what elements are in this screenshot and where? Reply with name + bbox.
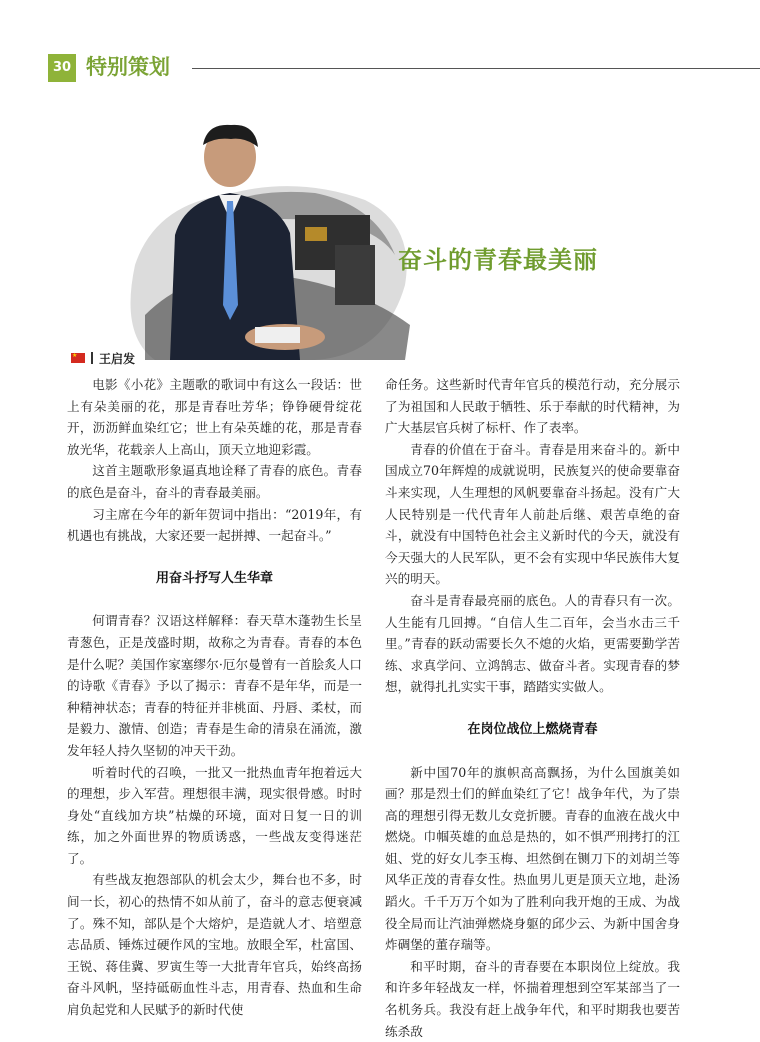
article-title: 奋斗的青春最美丽 [398,246,598,274]
header-rule [192,68,760,69]
author-photo [115,115,425,365]
paragraph: 电影《小花》主题歌的歌词中有这么一段话：世上有朵美丽的花，那是青春吐芳华；铮铮硬骨绽花开，沥沥鲜血染红它；世上有朵英雄的花，那是青春放光华，花载亲人上高山，顶天立地迎彩霞。 [67,377,362,457]
paragraph: 何谓青春？汉语这样解释：春天草木蓬勃生长呈青葱色，正是茂盛时期，故称之为青春。青春的本色是什么呢？美国作家塞缪尔·厄尔曼曾有一首脍炙人口的诗歌《青春》予以了揭示：青春不是年华，而是一种精神状态；青春的特征并非桃面、丹唇、柔杖，而是毅力、激情、创造；青春是生命的清泉在涌流，激发年轻人持久坚韧的冲天干劲。 [67,613,362,758]
paragraph: 奋斗是青春最亮丽的底色。人的青春只有一次。人生能有几回搏。“自信人生二百年，会当水击三千里。”青春的跃动需要长久不熄的火焰，更需要勤学苦练、求真学问、立鸿鹄志、做奋斗者。实现青春的梦想，就得扎扎实实干事，踏踏实实做人。 [385,592,680,695]
paragraph: 这首主题歌形象逼真地诠释了青春的底色。青春的底色是奋斗，奋斗的青春最美丽。 [67,463,362,500]
section-heading: 用奋斗抒写人生华章 [155,570,273,586]
byline-divider [91,352,93,364]
paragraph: 和平时期，奋斗的青春要在本职岗位上绽放。我和许多年轻战友一样，怀揣着理想到空军某部当了一名机务兵。我没有赶上战争年代，和平时期我也要苦练杀敌 [385,958,680,1039]
ink-wash-photo-illustration [115,115,425,365]
author-name: 王启发 [99,351,136,366]
paragraph: 命任务。这些新时代青年官兵的模范行动，充分展示了为祖国和人民敢于牺牲、乐于奉献的时代精神，为广大基层官兵树了标杆、作了表率。 [385,377,680,436]
paragraph: 有些战友抱怨部队的机会太少，舞台也不多，时间一长，初心的热情不如从前了，奋斗的意志便衰减了。殊不知，部队是个大熔炉，是造就人才、培塑意志品质、锤炼过硬作风的宝地。放眼全军，杜富国、王锐、蒋佳冀、罗寅生等一大批青年官兵，始终高扬奋斗风帆，坚持砥砺血性斗志，用青春、热血和生命肩负起党和人民赋予的新时代使 [67,872,362,1018]
page-number: 30 [48,54,76,82]
byline [71,350,135,366]
section-heading: 在岗位战位上燃烧青春 [467,721,598,737]
flag-icon [71,353,85,363]
article-column-left [67,374,362,1021]
section-title: 特别策划 [86,55,170,79]
paragraph: 习主席在今年的新年贺词中指出：“2019年，有机遇也有挑战，大家还要一起拼搏、一起奋斗。” [67,506,362,544]
paragraph: 新中国70年的旗帜高高飘扬，为什么国旗美如画？那是烈士们的鲜血染红了它！战争年代，为了崇高的理想引得无数儿女竞折腰。青春的血液在战火中燃烧。巾帼英雄的血总是热的，如不惧严刑拷打的江姐、党的好女儿李玉梅、坦然倒在铡刀下的刘胡兰等风华正茂的青春女性。热血男儿更是顶天立地，赴汤蹈火。千千万万个如为了胜利向我开炮的王成、为战役全局而让汽油弹燃烧身躯的邱少云、为新中国舍身炸碉堡的董存瑞等。 [385,764,680,953]
paragraph: 听着时代的召唤，一批又一批热血青年抱着远大的理想，步入军营。理想很丰满，现实很骨感。时时身处“直线加方块”枯燥的环境，面对日复一日的训练，加之外面世界的物质诱惑，一些战友变得迷茫了。 [67,764,362,866]
article-column-right [385,374,680,1042]
paragraph: 青春的价值在于奋斗。青春是用来奋斗的。新中国成立70年辉煌的成就说明，民族复兴的使命要靠奋斗来实现，人生理想的风帆要靠奋斗扬起。没有广大人民特别是一代代青年人前赴后继、艰苦卓绝的奋斗，就没有中国特色社会主义新时代的今天，就没有今天强大的人民军队，更不会有实现中华民族伟大复兴的明天。 [385,441,680,587]
